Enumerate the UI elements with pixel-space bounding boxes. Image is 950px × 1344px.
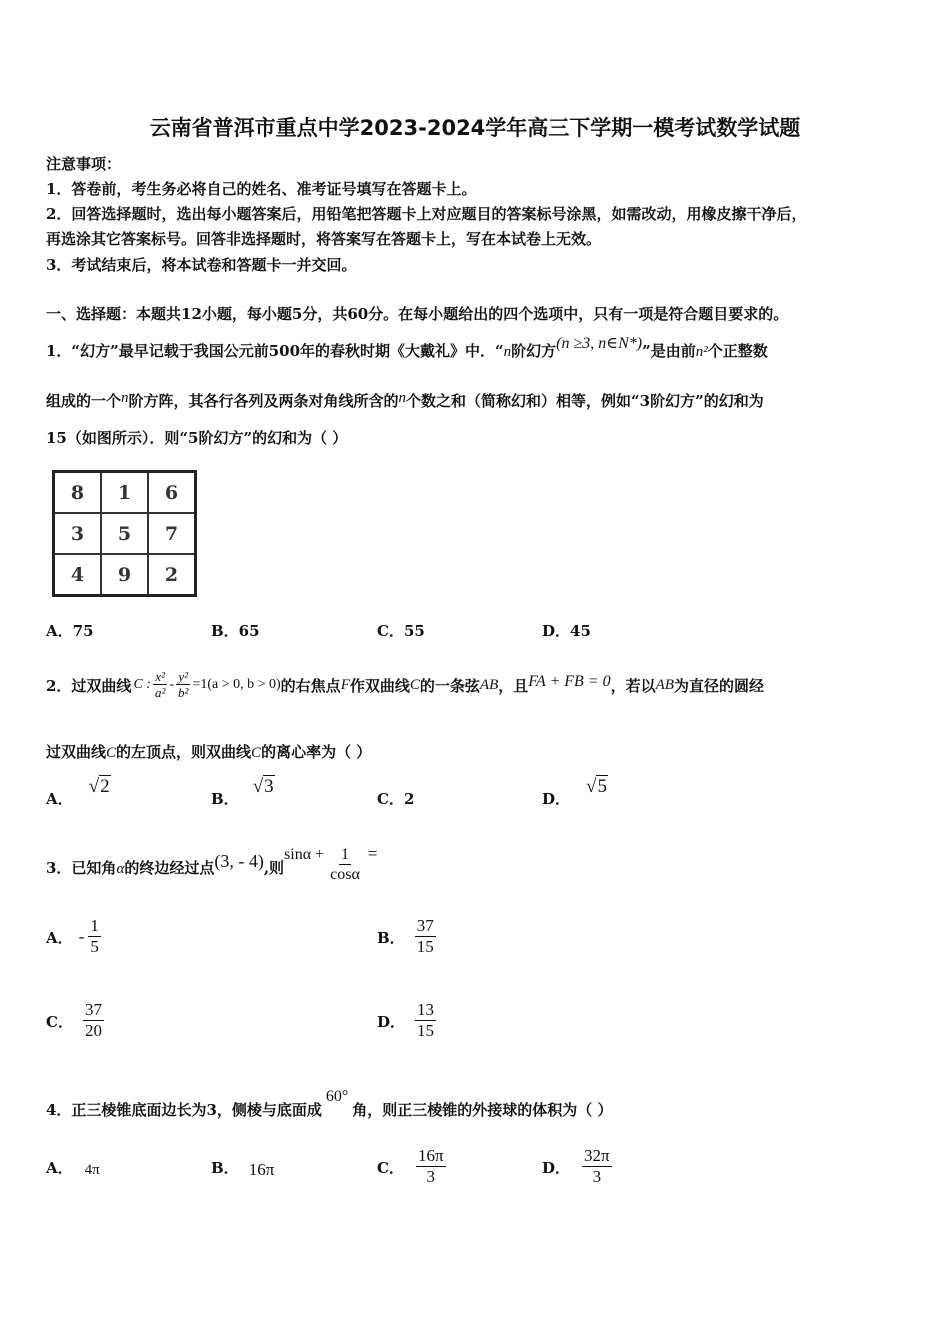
frac-den: cosα — [330, 865, 360, 883]
q1-line1 — [46, 335, 768, 361]
q2-option-b-label: B． — [211, 790, 239, 808]
frac-den: b² — [178, 684, 189, 700]
q1-option-c: C．55 — [377, 622, 425, 640]
frac-den: 15 — [416, 936, 434, 956]
grid-cell: 7 — [148, 513, 196, 554]
q2-text-f: ，若以 — [610, 676, 656, 695]
q4-option-d — [542, 1142, 612, 1192]
q1-option-d: D．45 — [542, 622, 591, 640]
q3-option-b-label: B． — [377, 928, 405, 947]
q4-option-b-value: 16π — [248, 1160, 275, 1179]
q4-angle: 60° — [325, 1088, 349, 1105]
q1-text-2c: 个数之和（简称幻和）相等，例如“3阶幻方”的幻和为 — [406, 392, 764, 410]
q3-option-c-value — [83, 1001, 104, 1041]
sqrt-radicand: 5 — [597, 776, 607, 797]
q4-line1 — [46, 1088, 613, 1120]
q3-option-a-sign: - — [78, 927, 85, 947]
q2-text-g: 为直径的圆经 — [673, 676, 764, 695]
q2-option-a-label: A． — [46, 790, 73, 808]
q3-alpha: α — [116, 861, 125, 877]
q4-option-c-value — [416, 1147, 446, 1187]
q2-vector-eq: FA + FB = 0 — [528, 673, 611, 690]
frac-num: 37 — [84, 1000, 102, 1019]
q2-ab-2: AB — [655, 676, 674, 693]
q4-text-a: 4．正三棱锥底面边长为3，侧棱与底面成 — [46, 1101, 322, 1119]
q2-text-2b: 的左顶点，则双曲线 — [116, 743, 252, 761]
q2-option-d — [542, 776, 608, 808]
q4-option-c-label: C． — [377, 1158, 404, 1177]
q3-line1 — [46, 830, 377, 888]
q2-line1 — [46, 655, 764, 715]
q1-text-c: ”是由前 — [642, 342, 696, 360]
q2-frac-y — [176, 670, 190, 701]
frac-num: 16π — [417, 1145, 444, 1165]
grid-cell: 5 — [101, 513, 148, 554]
frac-num: 1 — [90, 916, 99, 935]
q2-frac-x — [153, 670, 167, 701]
q2-equation: =1(a > 0, b > 0) — [192, 677, 281, 692]
q3-option-b-value — [415, 917, 436, 957]
note-2b: 再选涂其它答案标号。回答非选择题时，将答案写在答题卡上，写在本试卷上无效。 — [46, 230, 602, 248]
q3-option-a-value — [88, 917, 101, 957]
q3-option-c — [46, 1001, 104, 1041]
q3-sin: sinα + — [284, 846, 325, 863]
q2-c-3: C — [251, 745, 262, 761]
q3-option-a — [46, 917, 101, 957]
notes-heading: 注意事项： — [46, 155, 122, 173]
frac-den: 20 — [84, 1020, 102, 1040]
sqrt-radicand: 2 — [100, 776, 110, 797]
frac-den: 5 — [90, 936, 99, 956]
q1-line2 — [46, 390, 764, 411]
q3-option-d — [377, 1001, 436, 1041]
grid-row — [54, 513, 196, 554]
q4-option-a-value: 4π — [84, 1161, 100, 1178]
q1-option-a: A．75 — [46, 622, 94, 640]
q3-point: (3, - 4) — [214, 851, 264, 871]
q4-option-c — [377, 1142, 446, 1192]
q1-condition: (n ≥3, n∈N*) — [556, 335, 643, 352]
q3-option-d-label: D． — [377, 1012, 406, 1031]
q2-option-d-label: D． — [542, 790, 571, 808]
frac-den: 3 — [592, 1166, 602, 1186]
frac-num: 1 — [340, 846, 349, 864]
frac-den: 3 — [426, 1166, 435, 1186]
q2-text-c: 作双曲线 — [349, 676, 410, 695]
q2-minus: - — [169, 677, 175, 692]
grid-cell: 1 — [101, 472, 148, 514]
q4-option-d-value — [582, 1147, 612, 1187]
frac-den: 15 — [417, 1020, 435, 1040]
q1-line3: 15（如图所示）．则“5阶幻方”的幻和为（ ） — [46, 429, 348, 447]
section-heading: 一、选择题：本题共12小题，每小题5分，共60分。在每小题给出的四个选项中，只有一项是符合题目要求的。 — [46, 305, 789, 323]
q3-fraction — [328, 846, 362, 888]
sqrt-radicand: 3 — [264, 776, 274, 797]
q2-c: C — [409, 676, 420, 693]
q2-text-b: 的右焦点 — [280, 676, 341, 695]
page-title: 云南省普洱市重点中学2023-2024学年高三下学期一模考试数学试题 — [149, 116, 801, 140]
q3-option-a-label: A． — [46, 928, 73, 947]
q4-option-b — [211, 1142, 274, 1192]
q2-option-b — [211, 776, 275, 808]
q2-text-2c: 的离心率为（ ） — [261, 743, 372, 761]
q4-option-a — [46, 1142, 100, 1192]
note-1: 1．答卷前，考生务必将自己的姓名、准考证号填写在答题卡上。 — [46, 180, 477, 198]
q4-text-b: 角，则正三棱锥的外接球的体积为（ ） — [352, 1101, 613, 1119]
q2-option-a-value: √2 — [88, 776, 110, 797]
grid-cell: 6 — [148, 472, 196, 514]
q2-option-a — [46, 776, 111, 808]
q2-option-c: C．2 — [377, 790, 415, 808]
q4-option-b-label: B． — [211, 1158, 239, 1177]
q2-option-b-value: √3 — [252, 776, 274, 797]
grid-row — [54, 472, 196, 514]
q2-option-d-value: √5 — [586, 776, 607, 797]
grid-cell: 2 — [148, 554, 196, 596]
q1-n: n — [503, 344, 512, 360]
q2-f: F — [340, 676, 350, 693]
q3-text-c: ,则 — [263, 859, 285, 877]
q3-option-c-label: C． — [46, 1012, 73, 1031]
frac-num: 32π — [584, 1145, 610, 1165]
q2-text-d: 的一条弦 — [419, 676, 480, 695]
grid-row — [54, 554, 196, 596]
q1-text-d: 个正整数 — [707, 342, 768, 360]
q2-curve-c: C : — [133, 677, 151, 692]
grid-cell: 8 — [54, 472, 102, 514]
q2-c-2: C — [106, 745, 117, 761]
q3-text-b: 的终边经过点 — [124, 859, 215, 877]
q2-line2 — [46, 741, 371, 762]
q4-option-d-label: D． — [542, 1158, 571, 1177]
q1-text-a: 1．“幻方”最早记载于我国公元前500年的春秋时期《大戴礼》中．“ — [46, 342, 504, 360]
q1-text-2b: 阶方阵，其各行各列及两条对角线所含的 — [128, 392, 399, 410]
note-2a: 2．回答选择题时，选出每小题答案后，用铅笔把答题卡上对应题目的答案标号涂黑，如需改动，用橡皮擦干净后， — [46, 205, 807, 223]
grid-cell: 4 — [54, 554, 102, 596]
q1-n-2: n — [121, 390, 129, 406]
q3-equals: = — [367, 844, 378, 863]
magic-square-grid — [52, 470, 197, 597]
q4-option-a-label: A． — [46, 1158, 73, 1177]
frac-num: 37 — [416, 916, 434, 935]
grid-cell: 9 — [101, 554, 148, 596]
frac-den: a² — [154, 684, 166, 700]
q2-text-e: ，且 — [498, 676, 529, 695]
note-3: 3．考试结束后，将本试卷和答题卡一并交回。 — [46, 256, 357, 274]
q2-text-a: 2．过双曲线 — [46, 676, 132, 695]
q3-option-b — [377, 917, 436, 957]
q1-n-squared: n² — [695, 344, 708, 360]
frac-num: 13 — [417, 1000, 435, 1019]
q3-option-d-value — [415, 1001, 436, 1041]
frac-num: y² — [178, 668, 189, 684]
grid-cell: 3 — [54, 513, 102, 554]
q1-text-b: 阶幻方 — [511, 342, 557, 360]
q2-ab: AB — [479, 676, 499, 693]
frac-num: x² — [155, 668, 165, 684]
q2-text-2a: 过双曲线 — [46, 743, 107, 761]
q1-option-b: B．65 — [211, 622, 260, 640]
q1-n-3: n — [398, 390, 407, 406]
q3-text-a: 3．已知角 — [46, 859, 117, 877]
q1-text-2a: 组成的一个 — [46, 392, 122, 410]
